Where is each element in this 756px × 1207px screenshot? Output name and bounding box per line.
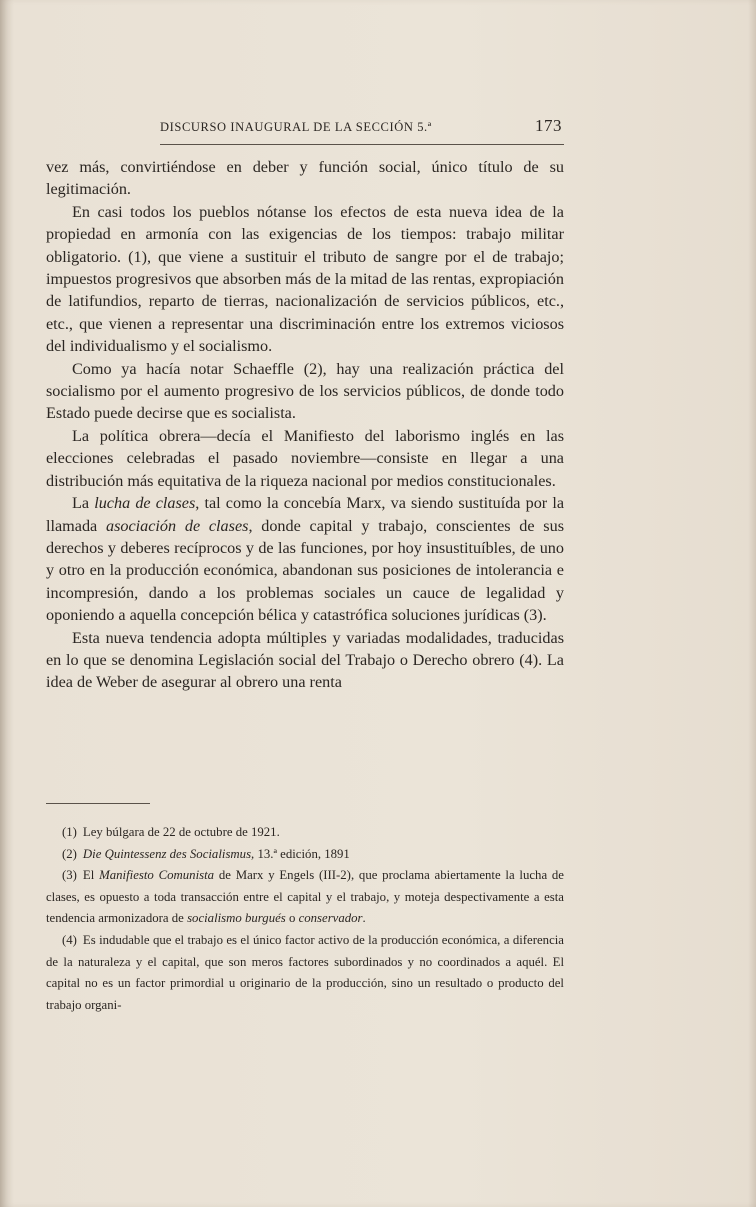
footnote-text: Es indudable que el trabajo es el único factor activo de la producción económica, a diferencia de la naturaleza y el capital, que son meros factores subordinados y no coordinados a aquél. El capital no es un factor primordial u originario de la producción, sino un resultado o producto del trabajo organi- bbox=[46, 932, 564, 1012]
footnote-italic: conservador bbox=[298, 911, 363, 926]
footnote-text: Ley búlgara de 22 de octubre de 1921. bbox=[82, 825, 280, 839]
italic-term: asociación de clases bbox=[105, 516, 249, 535]
paragraph: Esta nueva tendencia adopta múltiples y variadas modalidades, traducidas en lo que se denomina Legislación social del Trabajo o Derecho obrero (4). La idea de Weber de asegurar al obrero una renta bbox=[46, 628, 564, 692]
footnote-text: de Marx y Engels (III-2), que proclama abiertamente la lucha de clases, es opuesto a toda transacción entre el capital y el trabajo, y moteja despectivamente a esta tendencia armonizadora de bbox=[46, 868, 564, 926]
footnote-number: (4) bbox=[62, 932, 77, 947]
running-header-title: DISCURSO INAUGURAL DE LA SECCIÓN 5.ª bbox=[160, 120, 432, 134]
text-run: , tal como la concebía Marx, va siendo sustituída por la llamada bbox=[46, 494, 564, 535]
footnote-text: 13.ª edición, 1891 bbox=[254, 846, 350, 861]
paragraph bbox=[46, 492, 564, 626]
footnote-text: . bbox=[362, 911, 366, 926]
text-run: La bbox=[72, 494, 95, 513]
footnote-text: El bbox=[82, 868, 100, 883]
footnotes bbox=[46, 822, 564, 1016]
main-text bbox=[46, 156, 564, 694]
paragraph: Como ya hacía notar Schaeffle (2), hay una realización práctica del socialismo por el aumento progresivo de los servicios públicos, de donde todo Estado puede decirse que es socialista. bbox=[46, 359, 564, 423]
footnote-text: o bbox=[285, 911, 299, 926]
page-number: 173 bbox=[535, 116, 562, 135]
running-header bbox=[160, 118, 564, 145]
paragraph: La política obrera—decía el Manifiesto del laborismo inglés en las elecciones celebradas el pasado noviembre—consiste en llegar a una distribución más equitativa de la riqueza nacional por medios constitucionales. bbox=[46, 426, 564, 490]
paragraph: vez más, convirtiéndose en deber y función social, único título de su legitimación. bbox=[46, 158, 564, 199]
footnote-italic: Die Quintessenz des Socialismus, bbox=[82, 846, 255, 861]
italic-term: lucha de clases bbox=[94, 494, 196, 513]
footnote-number: (3) bbox=[62, 868, 77, 883]
footnote-number: (1) bbox=[62, 825, 77, 839]
footnote bbox=[46, 930, 564, 1016]
footnote-rule bbox=[46, 803, 150, 804]
paragraph: En casi todos los pueblos nótanse los efectos de esta nueva idea de la propiedad en armonía con las exigencias de los tiempos: trabajo militar obligatorio. (1), que viene a sustituir el tributo de sangre por el de trabajo; impuestos progresivos que absorben más de la mitad de las rentas, expropiación de latifundios, reparto de tierras, nacionalización de servicios públicos, etc., etc., que vienen a representar una discriminación entre los extremos viciosos del individualismo y el socialismo. bbox=[46, 202, 564, 356]
footnote-number: (2) bbox=[62, 846, 77, 861]
footnote-italic: socialismo burgués bbox=[187, 911, 286, 926]
text-run: , donde capital y trabajo, conscientes de sus derechos y deberes recíprocos y de las funciones, por hoy insustituíbles, de uno y otro en la producción económica, abandonan sus posiciones de intolerancia e incompresión, dando a los problemas sociales un cauce de legalidad y oponiendo a aquella concepción bélica y catastrófica soluciones jurídicas (3). bbox=[46, 516, 565, 625]
footnote bbox=[46, 844, 564, 866]
footnote bbox=[46, 822, 564, 844]
footnote bbox=[46, 865, 564, 930]
footnote-italic: Manifiesto Comunista bbox=[99, 868, 215, 883]
